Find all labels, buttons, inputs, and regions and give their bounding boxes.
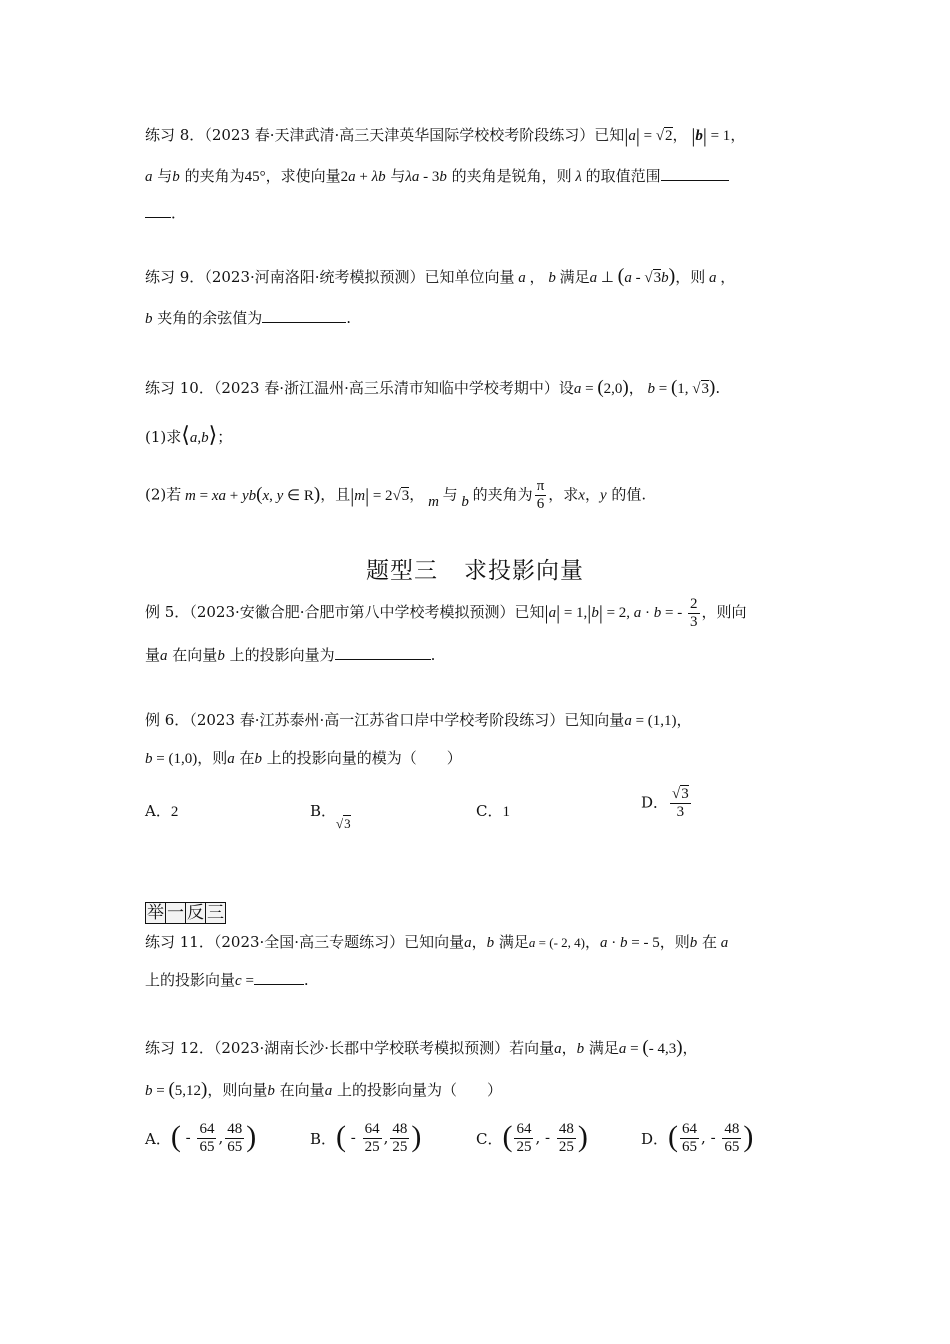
formula-b-vector: b = (1, √3) [647, 377, 716, 398]
exercise-12-source: （2023·湖南长沙·长郡中学校联考模拟预测） [213, 1039, 510, 1057]
formula-perp: a ⊥ (a - √3b) [589, 265, 676, 287]
example-5-label: 例 5． [145, 602, 190, 621]
formula-b-vector: b = (5,12) [145, 1079, 208, 1100]
option-d[interactable]: D． $\frac{√3}{3}$ [641, 786, 689, 820]
exercise-10-label: 练习 10． [145, 379, 214, 397]
answer-blank[interactable] [262, 308, 346, 323]
formula-abs-a: |a| = √2 [624, 125, 673, 147]
option-c[interactable]: C．( $\frac{64}{25}$ , - $\frac{48}{25}$ ) [476, 1119, 588, 1155]
example-6-label: 例 6． [145, 711, 190, 729]
angle-45: 45° [244, 169, 266, 185]
formula-dot: a · b = - 5 [600, 935, 660, 951]
practice-tag: 举 一 反 三 [147, 903, 224, 923]
exercise-8-label: 练习 8． [145, 126, 205, 144]
option-b[interactable]: B．( - $\frac{64}{25}$ , $\frac{48}{25}$ ) [310, 1119, 422, 1155]
formula-a-vector: a = (1,1) [624, 713, 677, 729]
exercise-8-source: （2023 春·天津武清·高三天津英华国际学校校考阶段练习） [204, 126, 595, 144]
option-a[interactable]: A．2 [145, 802, 179, 820]
formula-lambda-a-3b: λa - 3b [405, 169, 447, 185]
option-c[interactable]: C．1 [476, 802, 510, 820]
option-b[interactable]: B．√3 [310, 802, 351, 831]
exercise-9-label: 练习 9． [145, 268, 205, 286]
exercise-9-source: （2023·河南洛阳·统考模拟预测） [204, 268, 425, 286]
exercise-11-line-1: 练习 11．（2023·全国·高三专题练习）已知向量a，b 满足a = (- 2, 4)，a · b = - 5，则b 在 a [145, 933, 729, 951]
exercise-8-line-1: 练习 8．（2023 春·天津武清·高三天津英华国际学校校考阶段练习）已知|a| = √2， |b| = 1， [145, 125, 746, 147]
exercise-12-line-1: 练习 12．（2023·湖南长沙·长郡中学校联考模拟预测）若向量a，b 满足a = (- 4,3)， [145, 1037, 698, 1058]
answer-blank[interactable] [335, 645, 431, 660]
exercise-11-source: （2023·全国·高三专题练习） [213, 933, 405, 951]
exercise-12-label: 练习 12． [145, 1039, 214, 1057]
exercise-10-question-1: (1)求⟨a,b⟩； [145, 422, 233, 447]
formula-2a-lambda-b: 2a + λb [340, 169, 386, 185]
formula-b-vector: b = (1,0) [145, 751, 198, 767]
formula-a-vector: a = (2,0) [573, 377, 629, 398]
exercise-8-line-2: a 与b 的夹角为45°，求使向量2a + λb 与λa - 3b 的夹角是锐角，则 λ 的取值范围 [145, 166, 729, 187]
formula-abs-b: |b| = 1 [691, 125, 731, 147]
answer-blank[interactable] [254, 970, 304, 985]
formula-a-vector: a = (- 4,3) [618, 1037, 683, 1058]
exercise-10-source: （2023 春·浙江温州·高三乐清市知临中学校考期中） [213, 379, 559, 397]
example-5-line-2: 量a 在向量b 上的投影向量为 . [145, 646, 436, 664]
answer-blank[interactable] [661, 166, 729, 181]
formula-a-vector: a = (- 2, 4) [528, 935, 585, 950]
example-5-line-1: 例 5．（2023·安徽合肥·合肥市第八中学校考模拟预测）已知|a| = 1,|b| = 2, a · b = - $\frac{2}{3}$ ，则向 [145, 596, 747, 630]
exercise-10-question-2: (2)若 m = xa + yb(x, y ∈ R)，且|m| = 2√3， m 与 b 的夹角为 $\frac{\pi}{6}$ ，求x，y 的值. [145, 478, 647, 512]
formula-abs-m: |m| = 2√3 [350, 484, 410, 507]
example-6-line-1: 例 6．（2023 春·江苏泰州·高一江苏省口岸中学校考阶段练习）已知向量a = (1,1)， [145, 711, 692, 729]
fraction-pi-6: $\frac{\pi}{6}$ [536, 478, 545, 512]
example-6-source: （2023 春·江苏泰州·高一江苏省口岸中学校考阶段练习） [189, 711, 565, 729]
formula-given: |a| = 1,|b| = 2, a · b = - $\frac{2}{3}$ [544, 596, 698, 630]
option-d[interactable]: D．( $\frac{64}{65}$ , - $\frac{48}{65}$ ) [641, 1119, 754, 1155]
formula-angle-ab: ⟨a,b⟩ [181, 422, 218, 447]
section-heading: 题型三 求投影向量 [366, 558, 584, 584]
exercise-11-line-2: 上的投影向量c = . [145, 971, 309, 989]
exercise-9-line-2: b 夹角的余弦值为 . [145, 309, 352, 327]
exercise-8-line-3: ． [145, 203, 186, 223]
option-a[interactable]: A．( - $\frac{64}{65}$ , $\frac{48}{65}$ ) [145, 1119, 257, 1155]
example-6-line-2: b = (1,0)，则a 在b 上的投影向量的模为（ ） [145, 749, 462, 767]
example-5-source: （2023·安徽合肥·合肥市第八中学校考模拟预测） [189, 602, 515, 621]
exercise-11-label: 练习 11． [145, 933, 214, 951]
exercise-12-line-2: b = (5,12)，则向量b 在向量a 上的投影向量为（ ） [145, 1079, 502, 1100]
exercise-10-line-1: 练习 10．（2023 春·浙江温州·高三乐清市知临中学校考期中）设a = (2,0)， b = (1, √3). [145, 377, 721, 398]
exercise-9-line-1: 练习 9．（2023·河南洛阳·统考模拟预测）已知单位向量 a ， b 满足a ⊥ (a - √3b)，则 a ， [145, 265, 736, 287]
formula-m-def: m = xa + yb(x, y ∈ R) [185, 483, 321, 505]
answer-blank-cont[interactable] [145, 203, 171, 218]
